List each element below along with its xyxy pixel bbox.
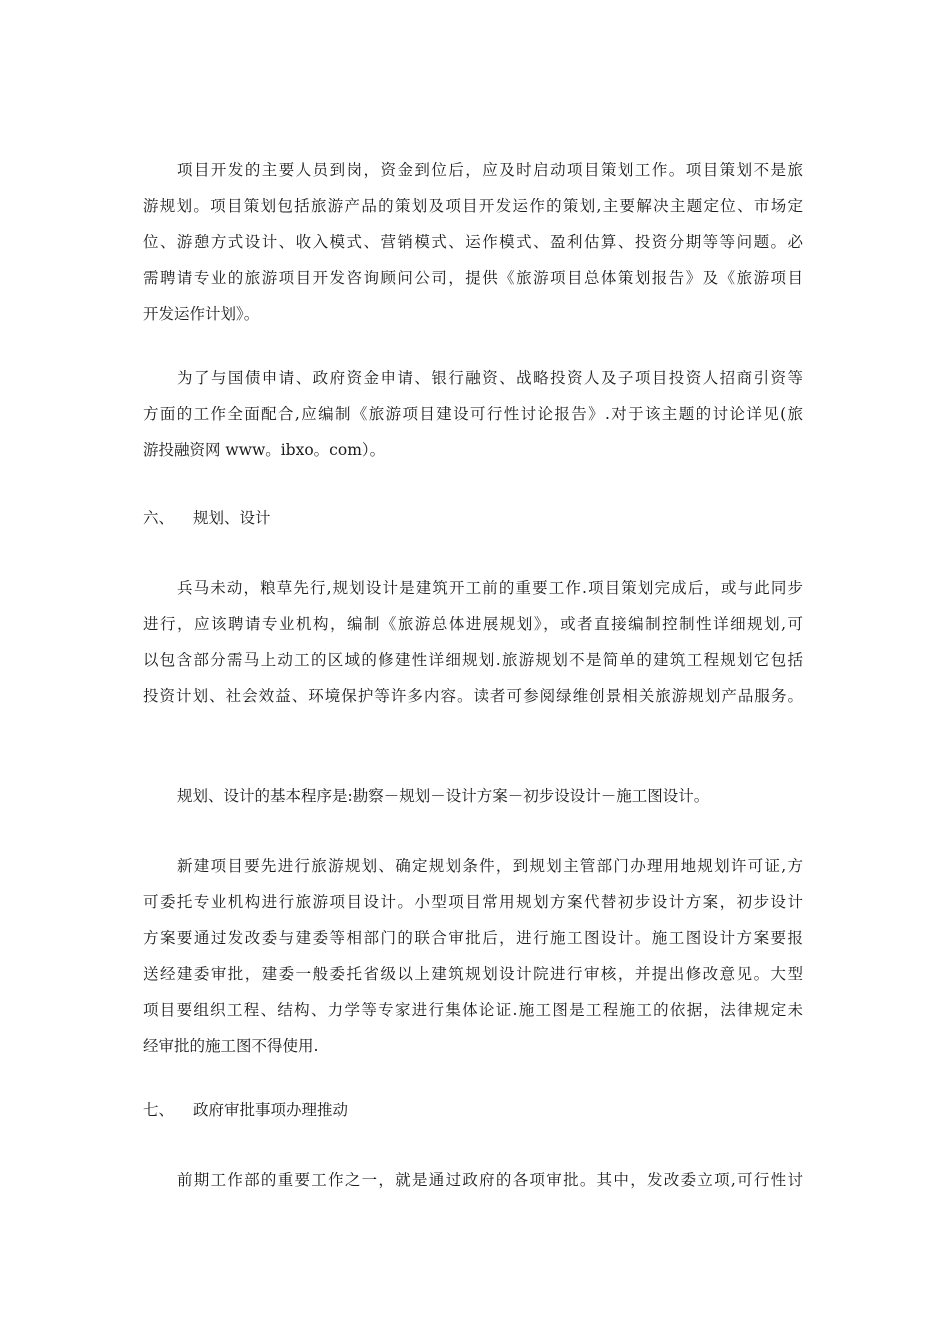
paragraph-new-project: [143, 848, 803, 1064]
paragraph-feasibility-report: [143, 360, 803, 468]
text-line: 项目开发的主要人员到岗，资金到位后，应及时启动项目策划工作。项目策划不是旅: [177, 161, 803, 179]
text-line: 送经建委审批，建委一般委托省级以上建筑规划设计院进行审核，并提出修改意见。大型: [143, 965, 803, 983]
text-line: 可委托专业机构进行旅游项目设计。小型项目常用规划方案代替初步设计方案，初步设计: [143, 893, 803, 911]
text-line: 前期工作部的重要工作之一，就是通过政府的各项审批。其中，发改委立项,可行性讨: [177, 1171, 803, 1189]
text-line: 方面的工作全面配合,应编制《旅游项目建设可行性讨论报告》.对于该主题的讨论详见(旅: [143, 405, 803, 423]
section-heading-seven: [143, 1092, 348, 1128]
section-title: 规划、设计: [193, 509, 271, 527]
text-line: 以包含部分需马上动工的区域的修建性详细规划.旅游规划不是简单的建筑工程规划它包括: [143, 651, 803, 669]
section-heading-six: [143, 500, 271, 536]
paragraph-basic-procedure: [143, 778, 803, 814]
text-line: 游投融资网 www。ibxo。com）。: [143, 441, 386, 459]
text-line: 游规划。项目策划包括旅游产品的策划及项目开发运作的策划,主要解决主题定位、市场定: [143, 197, 803, 215]
section-title: 政府审批事项办理推动: [193, 1101, 349, 1119]
text-line: 开发运作计划》。: [143, 305, 260, 323]
text-line: 项目要组织工程、结构、力学等专家进行集体论证.施工图是工程施工的依据，法律规定未: [143, 1001, 803, 1019]
text-line: 经审批的施工图不得使用.: [143, 1037, 319, 1055]
section-number: 七、: [143, 1101, 175, 1119]
paragraph-project-planning: [143, 152, 803, 332]
paragraph-government-approval: [143, 1162, 803, 1198]
text-line: 兵马未动，粮草先行,规划设计是建筑开工前的重要工作.项目策划完成后，或与此同步: [177, 579, 803, 597]
text-line: 需聘请专业的旅游项目开发咨询顾问公司，提供《旅游项目总体策划报告》及《旅游项目: [143, 269, 803, 287]
text-line: 新建项目要先进行旅游规划、确定规划条件，到规划主管部门办理用地规划许可证,方: [177, 857, 803, 875]
section-number: 六、: [143, 509, 175, 527]
text-line: 位、游憩方式设计、收入模式、营销模式、运作模式、盈利估算、投资分期等等问题。必: [143, 233, 803, 251]
text-line: 方案要通过发改委与建委等相部门的联合审批后，进行施工图设计。施工图设计方案要报: [143, 929, 803, 947]
text-line: 为了与国债申请、政府资金申请、银行融资、战略投资人及子项目投资人招商引资等: [177, 369, 803, 387]
paragraph-planning-design: [143, 570, 803, 714]
text-line: 规划、设计的基本程序是:勘察－规划－设计方案－初步设设计－施工图设计。: [177, 787, 710, 805]
text-line: 进行，应该聘请专业机构，编制《旅游总体进展规划》，或者直接编制控制性详细规划,可: [143, 615, 803, 633]
text-line: 投资计划、社会效益、环境保护等许多内容。读者可参阅绿维创景相关旅游规划产品服务。: [143, 687, 803, 705]
